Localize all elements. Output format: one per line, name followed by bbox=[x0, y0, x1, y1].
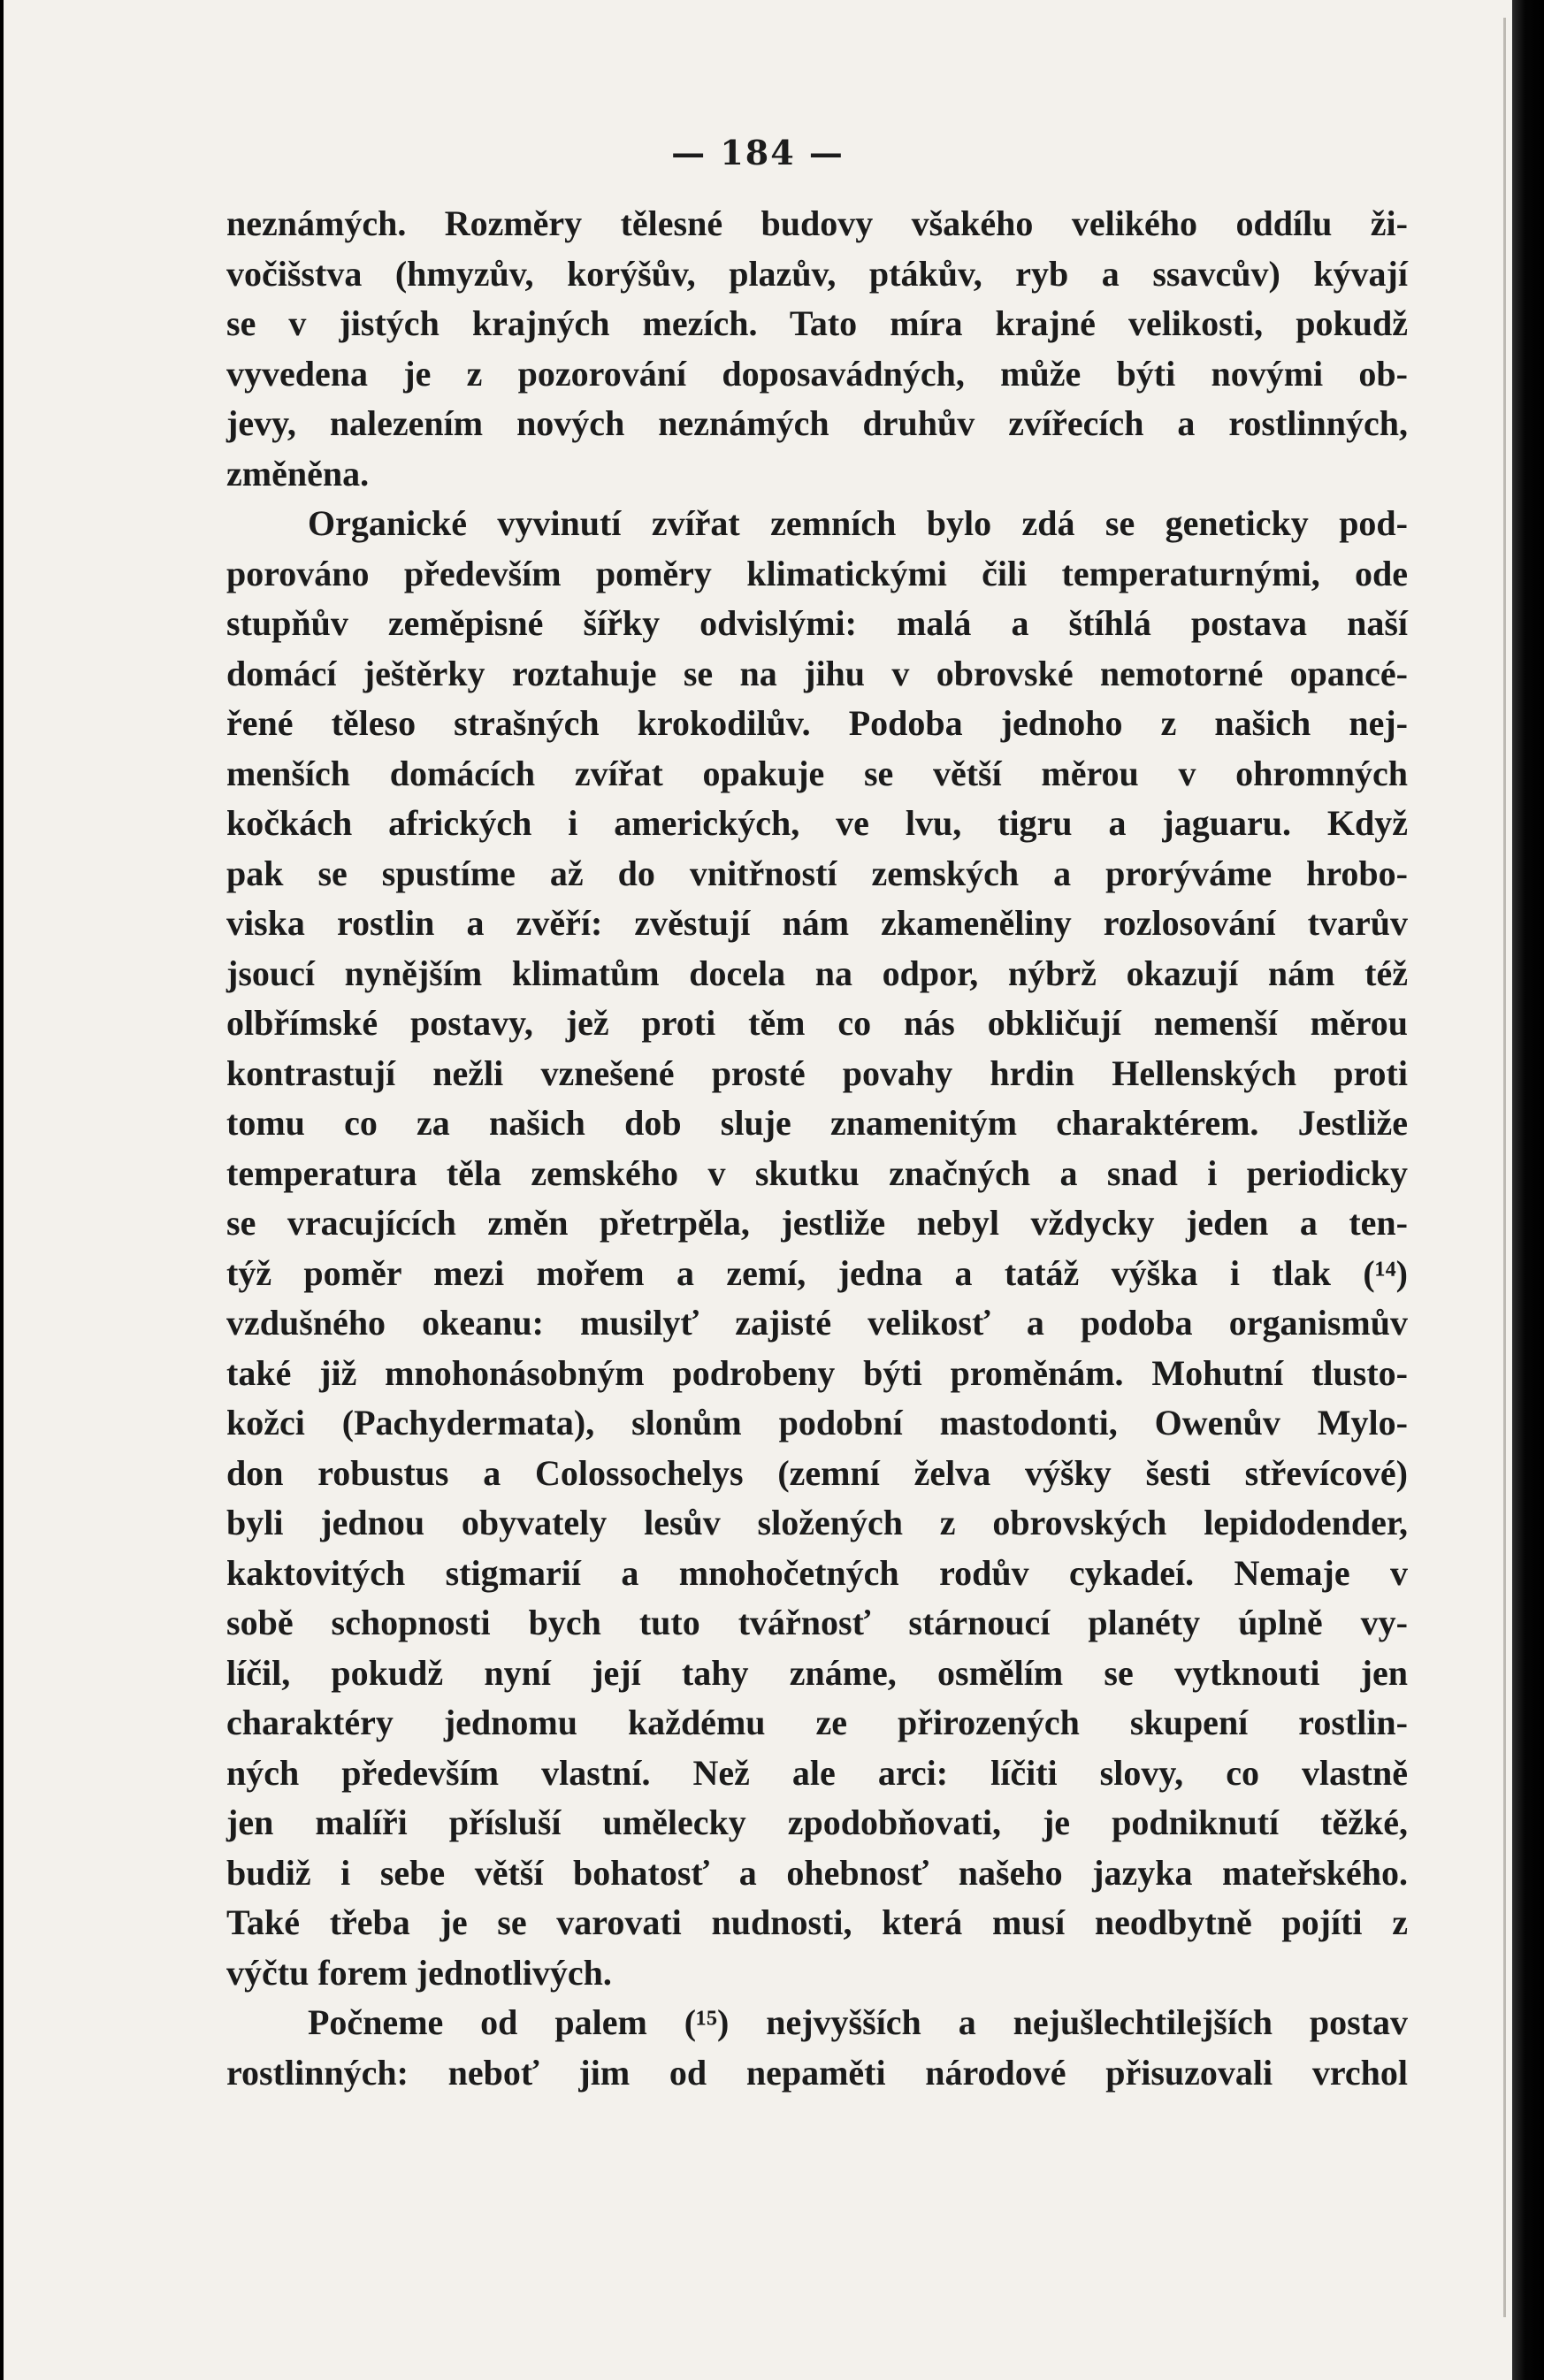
text-line: don robustus a Colossochelys (zemní želva výšky šesti střevícové) bbox=[226, 1452, 1408, 1493]
text-line: Organické vyvinutí zvířat zemních bylo zdá se geneticky pod- bbox=[308, 503, 1408, 543]
text-line: stupňův zeměpisné šířky odvislými: malá a štíhlá postava naší bbox=[226, 603, 1408, 643]
text-line: temperatura těla zemského v skutku značných a snad i periodicky bbox=[226, 1152, 1408, 1193]
text-line: budiž i sebe větší bohatosť a ohebnosť našeho jazyka mateřského. bbox=[226, 1852, 1408, 1893]
text-line: týž poměr mezi mořem a zemí, jedna a tatáž výška i tlak (¹⁴) bbox=[226, 1252, 1408, 1293]
text-line: jsoucí nynějším klimatům docela na odpor, nýbrž okazují nám též bbox=[226, 953, 1408, 993]
text-line: sobě schopnosti bych tuto tvářnosť stárnoucí planéty úplně vy- bbox=[226, 1603, 1408, 1642]
text-line: také již mnohonásobným podrobeny býti proměnám. Mohutní tlusto- bbox=[226, 1352, 1408, 1393]
text-line: výčtu forem jednotlivých. bbox=[226, 1952, 612, 1993]
text-line: ných především vlastní. Než ale arci: líčiti slovy, co vlastně bbox=[226, 1752, 1408, 1793]
text-line: porováno především poměry klimatickými čili temperaturnými, ode bbox=[226, 553, 1408, 593]
text-line: byli jednou obyvately lesův složených z obrovských lepidodender, bbox=[226, 1503, 1408, 1542]
text-line: tomu co za našich dob sluje znamenitým charaktérem. Jestliže bbox=[226, 1103, 1408, 1143]
text-line: kaktovitých stigmarií a mnohočetných rodův cykadeí. Nemaje v bbox=[226, 1552, 1408, 1593]
text-line: pak se spustíme až do vnitřností zemských a prorýváme hrobo- bbox=[226, 853, 1408, 893]
text-line: kožci (Pachydermata), slonům podobní mastodonti, Owenův Mylo- bbox=[226, 1403, 1408, 1443]
text-line: neznámých. Rozměry tělesné budovy všakého velikého oddílu ži- bbox=[226, 203, 1408, 243]
text-line: vočišstva (hmyzův, korýšův, plazův, ptákův, ryb a ssavcův) kývají bbox=[226, 253, 1408, 294]
book-page bbox=[4, 0, 1512, 2380]
text-line: se v jistých krajných mezích. Tato míra krajné velikosti, pokudž bbox=[226, 303, 1408, 343]
text-line: líčil, pokudž nyní její tahy známe, osmělím se vytknouti jen bbox=[226, 1652, 1408, 1693]
text-line: řené těleso strašných krokodilův. Podoba jednoho z našich nej- bbox=[226, 703, 1408, 743]
text-line: jen malíři přísluší umělecky zpodobňovati, je podniknutí těžké, bbox=[226, 1802, 1408, 1842]
text-line: vzdušného okeanu: musilyť zajisté velikosť a podoba organismův bbox=[226, 1303, 1408, 1343]
text-line: se vracujících změn přetrpěla, jestliže nebyl vždycky jeden a ten- bbox=[226, 1203, 1408, 1243]
text-line: charaktéry jednomu každému ze přirozených skupení rostlin- bbox=[226, 1703, 1408, 1742]
page-number: — 184 — bbox=[671, 133, 845, 172]
text-line: Také třeba je se varovati nudnosti, která musí neodbytně pojíti z bbox=[226, 1902, 1408, 1942]
text-line: olbřímské postavy, jež proti těm co nás obkličují nemenší měrou bbox=[226, 1003, 1408, 1043]
text-line: domácí ještěrky roztahuje se na jihu v obrovské nemotorné opancé- bbox=[226, 653, 1408, 693]
scan-border bbox=[1512, 0, 1544, 2380]
text-line: vyvedena je z pozorování doposavádných, může býti novými ob- bbox=[226, 353, 1408, 394]
text-line: kočkách afrických i amerických, ve lvu, tigru a jaguaru. Když bbox=[226, 803, 1408, 843]
text-line: rostlinných: neboť jim od nepaměti národové přisuzovali vrchol bbox=[226, 2052, 1408, 2093]
body-text bbox=[226, 199, 1408, 2098]
text-line: změněna. bbox=[226, 453, 370, 494]
text-line: Počneme od palem (¹⁵) nejvyšších a nejušlechtilejších postav bbox=[308, 2002, 1408, 2042]
text-line: viska rostlin a zvěří: zvěstují nám zkameněliny rozlosování tvarův bbox=[226, 903, 1408, 943]
text-line: menších domácích zvířat opakuje se větší měrou v ohromných bbox=[226, 753, 1408, 793]
text-line: jevy, nalezením nových neznámých druhův zvířecích a rostlinných, bbox=[226, 403, 1408, 443]
text-line: kontrastují nežli vznešené prosté povahy hrdin Hellenských proti bbox=[226, 1052, 1408, 1093]
page-edge-shadow bbox=[1503, 18, 1506, 2317]
